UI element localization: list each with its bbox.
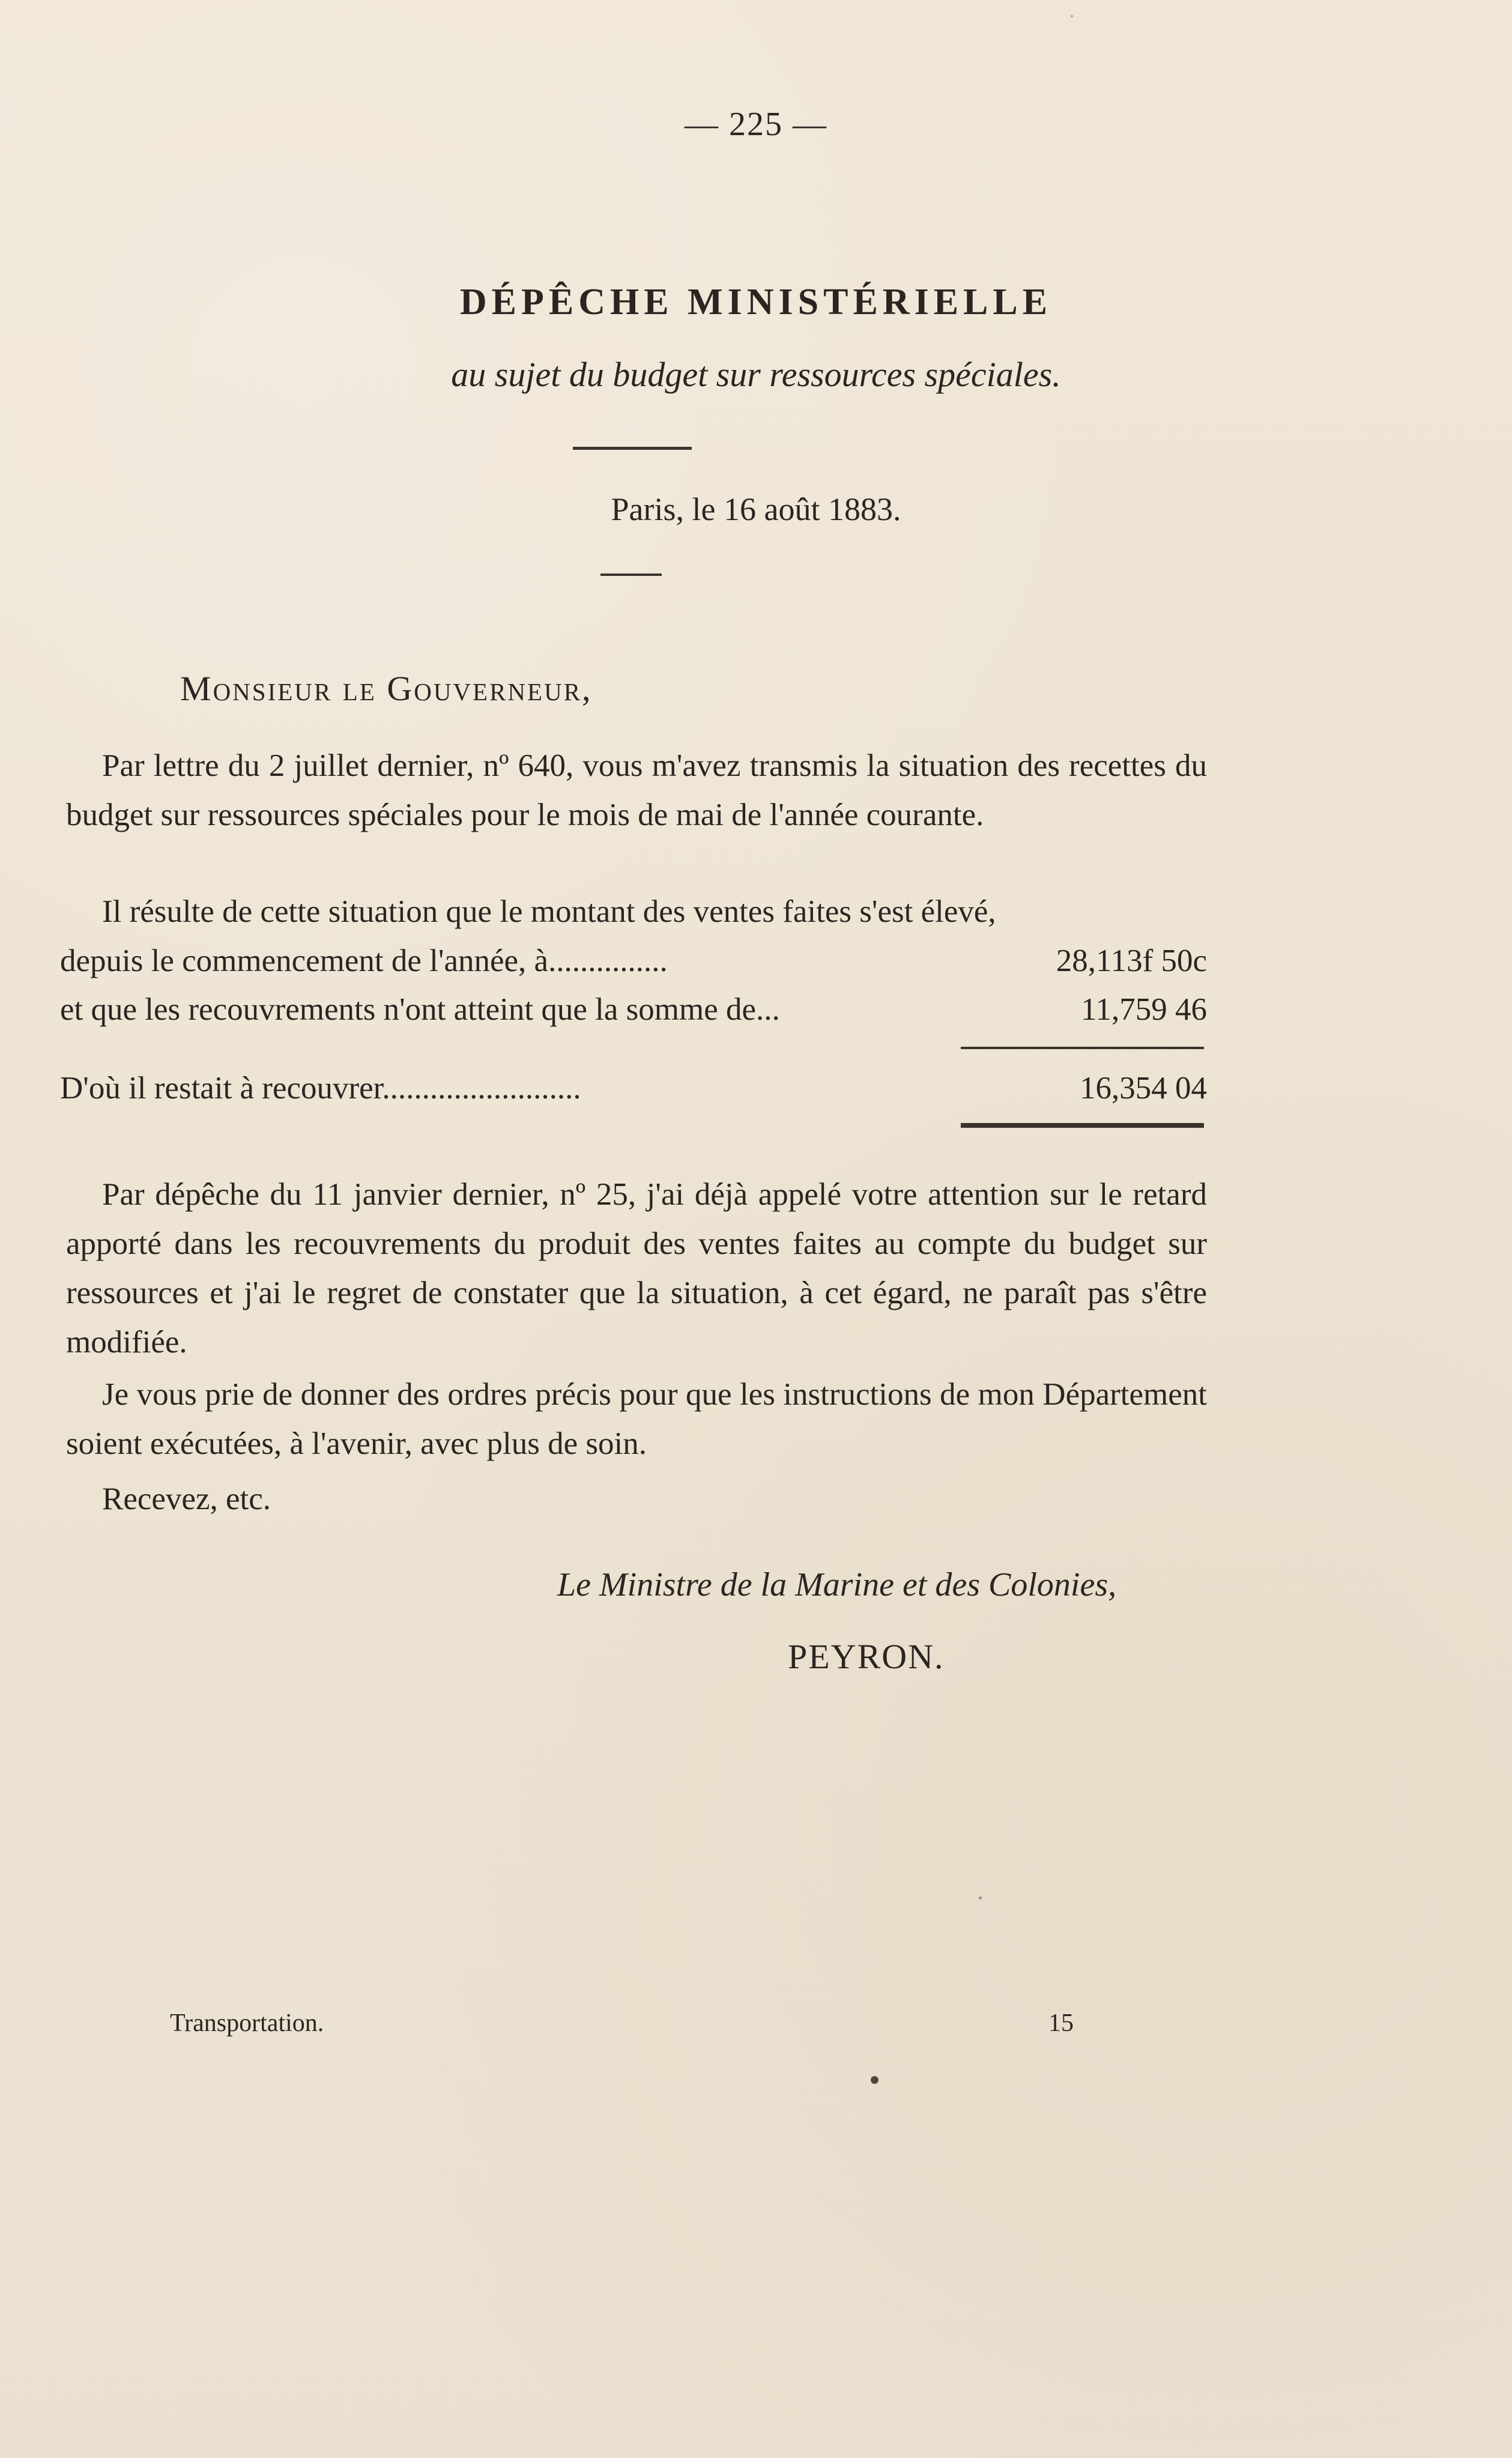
paragraph-5-text: Recevez, etc. [102, 1482, 271, 1516]
paper-speck [871, 2076, 878, 2084]
amount-value-remaining: 16,354 04 [1080, 1071, 1207, 1106]
paragraph-4 [66, 1370, 1207, 1468]
amount-row-recoveries [60, 985, 1207, 1034]
salutation: Monsieur le Gouverneur, [180, 669, 593, 708]
amount-value-sales: 28,113f 50c [1056, 943, 1207, 978]
paragraph-1-text: Par lettre du 2 juillet dernier, nº 640, vous m'avez transmis la situation des recettes du budget sur ressources spéciales pour le mois de mai de l'année courante. [66, 748, 1207, 832]
signature-name: PEYRON. [788, 1637, 945, 1676]
date-rule [600, 574, 662, 576]
total-rule [961, 1123, 1204, 1128]
paragraph-4-text: Je vous prie de donner des ordres précis pour que les instructions de mon Département soient exécutées, à l'avenir, avec plus de soin. [66, 1377, 1207, 1461]
paper-speck [979, 1896, 982, 1900]
page-number: — 225 — [685, 106, 827, 143]
paragraph-2 [66, 887, 1207, 936]
footer-label: Transportation. [170, 2009, 324, 2037]
title-rule [573, 447, 692, 450]
paragraph-1 [66, 741, 1207, 840]
amount-row-sales [60, 937, 1207, 985]
amount-value-recoveries: 11,759 46 [1080, 992, 1207, 1027]
signature-title: Le Ministre de la Marine et des Colonies, [557, 1566, 1117, 1603]
paragraph-2-intro: Il résulte de cette situation que le montant des ventes faites s'est élevé, [102, 894, 996, 929]
paper-speck [1071, 15, 1073, 17]
paragraph-3 [66, 1170, 1207, 1367]
amount-label-remaining: D'où il restait à recouvrer......................... [60, 1071, 581, 1106]
date-line: Paris, le 16 août 1883. [611, 491, 901, 527]
document-title: DÉPÊCHE MINISTÉRIELLE [459, 282, 1053, 322]
amount-label-sales: depuis le commencement de l'année, à............... [60, 943, 668, 978]
document-subtitle: au sujet du budget sur ressources spéciales. [451, 355, 1061, 394]
paragraph-3-text: Par dépêche du 11 janvier dernier, nº 25, j'ai déjà appelé votre attention sur le retard apporté dans les recouvrements du produit des ventes faites au compte du budget sur ressources et j'ai le regret de constater que la situation, à cet égard, ne paraît pas s'être modifiée. [66, 1177, 1207, 1360]
paragraph-5 [66, 1474, 1207, 1524]
amount-label-recoveries: et que les recouvrements n'ont atteint que la somme de... [60, 992, 780, 1027]
amount-row-remaining [60, 1064, 1207, 1112]
sum-rule [961, 1047, 1204, 1049]
footer-signature-mark: 15 [1048, 2009, 1074, 2037]
